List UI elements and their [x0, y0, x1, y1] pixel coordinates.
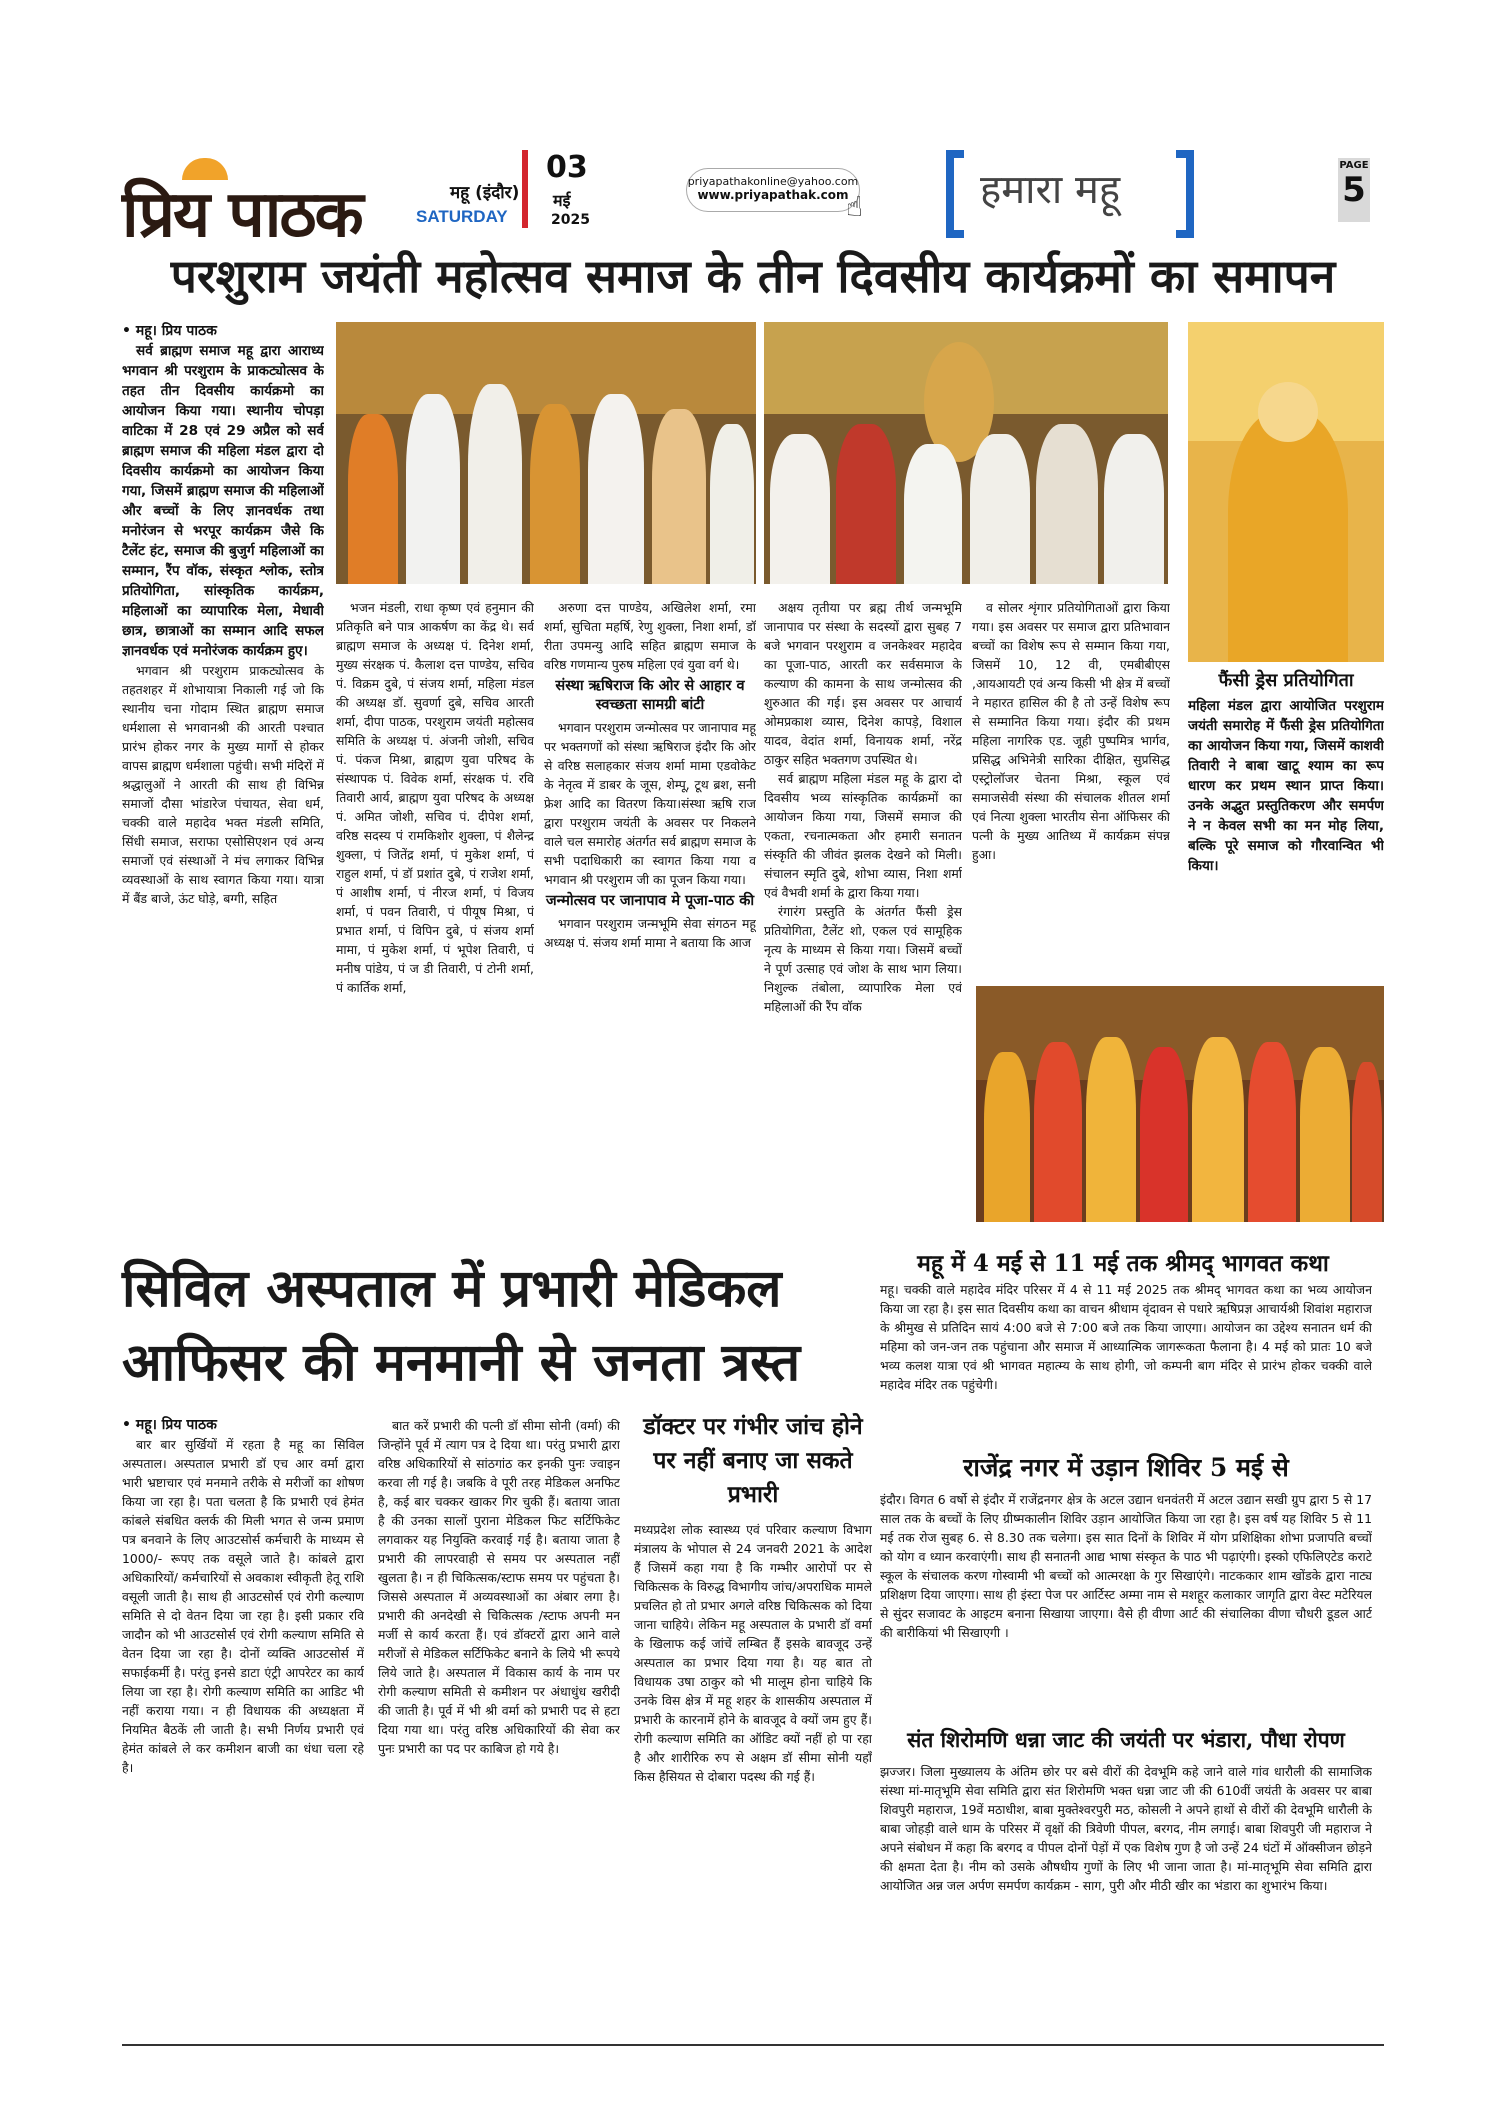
- fancy-dress-title: फैंसी ड्रेस प्रतियोगिता: [1218, 670, 1354, 691]
- article1-headline: परशुराम जयंती महोत्सव समाज के तीन दिवसीय कार्यक्रमों का समापन: [170, 249, 1336, 303]
- pointing-hand-icon: ☝: [846, 190, 864, 223]
- article1-col5: [972, 598, 1170, 978]
- article1-col1-body: भगवान श्री परशुराम प्राकट्योत्सव के तहतशहर में शोभायात्रा निकाली गई जो कि स्थानीय चना गोदाम स्थित ब्राह्मण समाज धर्मशाला से भगवानश्री की आरती पश्चात प्रारंभ होकर नगर के मुख्य मार्गो से होकर वापस ब्राह्मण धर्मशाला पहुंची। सभी मंदिरों में श्रद्धालुओं ने आरती की साथ ही विभिन्न समाजों दौसा भांडारेज पंचायत, सेवा धर्म, चक्की वाले महादेव भक्त मंडली समिति, सिंधी समाज, सराफा एसोसिएशन एवं अन्य समाजों एवं संस्थाओं ने मंच लगाकर विभिन्न व्यवस्थाओं के साथ स्वागत किया गया। यात्रा में बैंड बाजे, ऊंट घोड़े, बग्गी, सहित: [122, 663, 324, 906]
- masthead-day: SATURDAY: [416, 207, 508, 226]
- article5-headline: संत शिरोमणि धन्ना जाट की जयंती पर भंडारा, पौधा रोपण: [907, 1727, 1345, 1752]
- date-divider: [522, 150, 528, 228]
- article1-col4-body3: रंगारंग प्रस्तुति के अंतर्गत फैंसी ड्रेस प्रतियोगिता, टैलेंट शो, एकल एवं सामूहिक नृत्य के माध्यम से किया गया। जिसमें बच्चों ने पूर्ण उत्साह एवं जोश के साथ भाग लिया। निशुल्क तंबोला, व्यापारिक मेला एवं महिलाओं की रैंप वॉक: [764, 904, 962, 1014]
- article1-byline: • महू। प्रिय पाठक: [122, 323, 217, 339]
- article1-col3-body3: भगवान परशुराम जन्मभूमि सेवा संगठन महू अध्यक्ष पं. संजय शर्मा मामा ने बताया कि आज: [544, 916, 756, 950]
- article4-headline: राजेंद्र नगर में उड़ान शिविर 5 मई से: [963, 1453, 1289, 1482]
- article2-col3: [634, 1410, 872, 1990]
- article2-col2-body: बात करें प्रभारी की पत्नी डॉ सीमा सोनी (वर्मा) की जिन्होंने पूर्व में त्याग पत्र दे दिया था। परंतु प्रभारी द्वारा वरिष्ठ अधिकारियों से सांठगांठ कर इनकी पुनः ज्वाइन करवा ली गई है। जबकि वे पूरी तरह मेडिकल अनफिट है, कई बार चक्कर खाकर गिर चुकी हैं। बताया जाता है की उनका सालों पुराना मेडिकल फिट सर्टिफिकेट लगवाकर यह नियुक्ति करवाई गई है। बताया जाता है प्रभारी की लापरवाही से समय पर अस्पताल नहीं खुलता है। न ही चिकित्सक/स्टाफ समय पर पहुंचता है। जिससे अस्पताल में अव्यवस्थाओं का अंबार लगा है। प्रभारी की अनदेखी से चिकित्सक /स्टाफ अपनी मन मर्जी से कार्य करता हैं। एवं डॉक्टरों द्वारा आने वाले मरीजों से मेडिकल सर्टिफिकेट बनाने के लिये भी रूपये लिये जाते है। अस्पताल में विकास कार्य के नाम पर रोगी कल्याण समिती से कमीशन पर अंधाधुंध खरीदी की जाती है। पूर्व में भी श्री वर्मा को प्रभारी पद से हटा दिया गया था। परंतु वरिष्ठ अधिकारियों की सेवा कर पुनः प्रभारी का पद पर काबिज हो गये है।: [378, 1418, 620, 1756]
- date-day-number: 03: [546, 150, 588, 185]
- masthead-place: महू (इंदौर): [450, 183, 520, 203]
- article3-body: महू। चक्की वाले महादेव मंदिर परिसर में 4 से 11 मई 2025 तक श्रीमद् भागवत कथा का भव्य आयोजन किया जा रहा है। इस सात दिवसीय कथा का वाचन श्रीधाम वृंदावन से पधारे ऋषिप्रज्ञ आचार्यश्री शिवांश महाराज के श्रीमुख से प्रतिदिन सायं 4:00 बजे से 7:00 बजे तक किया जाएगा। आयोजन का उद्देश्य सनातन धर्म की महिमा को जन-जन तक पहुंचाना और समाज में आध्यात्मिक जागरूकता फैलाना है। 4 मई को प्रातः 10 बजे भव्य कलश यात्रा एवं श्री भागवत महात्म्य के साथ होगी, जो कम्पनी बाग मंदिर से प्रारंभ होकर चक्की वाले महादेव मंदिर तक पहुंचेगी।: [880, 1282, 1372, 1392]
- photo-procession: [764, 322, 1168, 584]
- article1-col5-body: व सोलर शृंगार प्रतियोगिताओं द्वारा किया गया। इस अवसर पर समाज द्वारा प्रतिभावान बच्चों का विशेष रूप से सम्मान किया गया, जिसमें 10, 12 वी, एमबीबीएस ,आयआयटी एवं अन्य किसी भी क्षेत्र में बच्चों ने महारत हासिल की है तो उन्हें विशेष रूप से सम्मानित किया गया। इंदौर की प्रथम महिला नागरिक एड. जूही पुष्पमित्र भार्गव, प्रसिद्ध अभिनेत्री सारिका दीक्षित, सुप्रसिद्ध एस्ट्रोलॉजर चेतना मिश्रा, स्कूल एवं समाजसेवी संस्था की संचालक शीतल शर्मा एवं नित्या शुक्ला भारतीय सेना ऑफिसर की पत्नी के मुख्य आतिथ्य में कार्यक्रम संपन्न हुआ।: [972, 600, 1170, 862]
- photo-gathering-men: [336, 322, 756, 584]
- article2-byline: • महू। प्रिय पाठक: [122, 1417, 217, 1433]
- article2-col1-body: बार बार सुर्खियों में रहता है महू का सिविल अस्पताल। अस्पताल प्रभारी डॉ एच आर वर्मा द्वारा भारी भ्रष्टाचार एवं मनमाने तरीके से मरीजों का शोषण किया जा रहा है। पता चलता है कि प्रभारी एवं हेमंत कांबले संबधित क्लर्क की मिली भगत से जन्म प्रमाण पत्र बनवाने के लिए आउटसोर्स कर्मचारी के माध्यम से 1000/- रूपए तक वसूले जाते है। कांबले द्वारा अधिकारियों/ कर्मचारियों से अवकाश स्वीकृती हेतू राशि वसूली जाती है। साथ ही आउटसोर्स एवं रोगी कल्याण समिति से दो वेतन दिया जा रहा है। इसी प्रकार रवि जादौन को भी आउटसोर्स एवं रोगी कल्याण समिति से वेतन दिया जा रहा है। दोनों व्यक्ति आउटसोर्स में सफाईकर्मी है। परंतु इनसे डाटा एंट्री आपरेटर का कार्य लिया जा रहा है। रोगी कल्याण समिति का आडिट भी नहीं कराया गया। न ही विधायक की अध्यक्षता में नियमित बैठकें ली जाती है। सभी निर्णय प्रभारी एवं हेमंत कांबले ले कर कमीशन बाजी का धंधा चला रहे है।: [122, 1437, 364, 1775]
- date-year: 2025: [551, 212, 590, 228]
- date-month: मई: [553, 191, 571, 210]
- article1-col4-body: अक्षय तृतीया पर ब्रह्म तीर्थ जन्मभूमि जानापाव पर संस्था के सदस्यों द्वारा सुबह 7 बजे भगवान परशुराम व जनकेश्वर महादेव का पूजा-पाठ, आरती कर सर्वसमाज के कल्याण की कामना के साथ जन्मोत्सव की शुरुआत की गई। इस अवसर पर आचार्य ओमप्रकाश व्यास, दिनेश कापड़े, विशाल यादव, वेदांत शर्मा, विनायक शर्मा, नरेंद्र ठाकुर सहित भक्तगण उपस्थित थे।: [764, 600, 962, 767]
- article1-col3-body: अरुणा दत्त पाण्डेय, अखिलेश शर्मा, रमा शर्मा, सुचिता महर्षि, रेणु शुक्ला, निशा शर्मा, डॉ रीता उपमन्यु आदि सहित ब्राह्मण समाज के वरिष्ठ गणमान्य पुरुष महिला एवं युवा वर्ग थे।: [544, 600, 756, 672]
- article5-body: झज्जर। जिला मुख्यालय के अंतिम छोर पर बसे वीरों की देवभूमि कहे जाने वाले गांव धारौली की सामाजिक संस्था मां-मातृभूमि सेवा समिति द्वारा संत शिरोमणि भक्त धन्ना जाट जी की 610वीं जयंती के अवसर पर बाबा शिवपुरी महाराज, 19वें मठाधीश, बाबा मुक्तेश्वरपुरी मठ, कोसली ने अपने हाथों से वीरों की देवभूमि धारौली के बाबा जोहड़ी वाले धाम के परिसर में वृक्षों की त्रिवेणी पीपल, बरगद, नीम लगाई। बाबा शिवपुरी जी महाराज ने अपने संबोधन में कहा कि बरगद व पीपल दोनों पेड़ों में एक विशेष गुण है जो उन्हें 24 घंटों में ऑक्सीजन छोड़ने की क्षमता देता है। नीम को उसके औषधीय गुणों के लिए भी जाना जाता है। मां-मातृभूमि सेवा समिति द्वारा आयोजित अन्न जल अर्पण समर्पण कार्यक्रम - साग, पुरी और मीठी खीर का भंडारा का शुभारंभ किया।: [880, 1764, 1372, 1893]
- contact-box: [686, 168, 860, 212]
- contact-website[interactable]: www.priyapathak.com: [697, 188, 849, 202]
- page-label: PAGE: [1339, 160, 1369, 171]
- page-number: 5: [1342, 170, 1366, 210]
- article2-col1: [122, 1416, 364, 2036]
- fancy-dress-body: महिला मंडल द्वारा आयोजित परशुराम जयंती समारोह में फैंसी ड्रेस प्रतियोगिता का आयोजन किया गया, जिसमें काशवी तिवारी ने बाबा खाटू श्याम का रूप धारण कर प्रथम स्थान प्राप्त किया। उनके अद्भुत प्रस्तुतिकरण और समर्पण ने न केवल सभी का मन मोह लिया, बल्कि पूरे समाज को गौरवान्वित भी किया।: [1188, 698, 1384, 874]
- article1-col3-subhead1: संस्था ऋषिराज कि ओर से आहार व स्वच्छता सामग्री बांटी: [555, 678, 745, 713]
- article1-col4-body2: सर्व ब्राह्मण महिला मंडल महू के द्वारा दो दिवसीय भव्य सांस्कृतिक कार्यक्रमों का आयोजन किया गया, जिसमें समाज की एकता, रचनात्मकता और हमारी सनातन संस्कृति की जीवंत झलक देखने को मिली। संचालन स्मृति दुबे, शोभा व्यास, निशा शर्मा एवं वैभवी शर्मा के द्वारा किया गया।: [764, 771, 962, 900]
- article2-subhead: डॉक्टर पर गंभीर जांच होने पर नहीं बनाए जा सकते प्रभारी: [643, 1413, 863, 1508]
- bottom-rule: [122, 2044, 1384, 2046]
- masthead-logo: प्रिय पाठक: [122, 177, 362, 252]
- contact-email[interactable]: priyapathakonline@yahoo.com: [687, 175, 859, 188]
- photo-fancy-dress-child: [1188, 322, 1384, 662]
- fancy-dress-box: [1188, 668, 1384, 996]
- article1-col4: [764, 598, 962, 1232]
- article1-lead: सर्व ब्राह्मण समाज महू द्वारा आराध्य भगवान श्री परशुराम के प्राकट्योत्सव के तहत तीन दिवसीय कार्यक्रमो का आयोजन किया गया। स्थानीय चोपड़ा वाटिका में 28 एवं 29 अप्रैल को सर्व ब्राह्मण समाज की महिला मंडल द्वारा दो दिवसीय कार्यक्रमो का आयोजन किया गया, जिसमें ब्राह्मण समाज की महिलाओं और बच्चों के लिए ज्ञानवर्धक तथा मनोरंजन से भरपूर कार्यक्रम जैसे कि टैलेंट हंट, समाज की बुजुर्ग महिलाओं का सम्मान, रैंप वॉक, संस्कृत श्लोक, स्तोत्र प्रतियोगिता, सांस्कृतिक कार्यक्रम, महिलाओं का व्यापारिक मेला, मेधावी छात्र, छात्राओं का सम्मान आदि सफल ज्ञानवर्धक एवं मनोरंजक कार्यक्रम हुए।: [122, 343, 324, 659]
- section-title-box: [946, 150, 1194, 226]
- article2-headline: सिविल अस्पताल में प्रभारी मेडिकल आफिसर की मनमानी से जनता त्रस्त: [122, 1258, 801, 1393]
- photo-women-group: [976, 986, 1384, 1222]
- article1-col3-body2: भगवान परशुराम जन्मोत्सव पर जानापाव महू पर भक्तगणों को संस्था ऋषिराज इंदौर कि ओर से वरिष्ठ सलाहकार संजय शर्मा मामा एडवोकेट के नेतृत्व में डाबर के जूस, शेम्पू, टूथ ब्रश, सनी फ्रेश आदि का वितरण किया।संस्था ऋषि राज द्वारा परशुराम जयंती के अवसर पर निकलने वाले चल समारोह अंतर्गत सर्व ब्राह्मण समाज के सभी पदाधिकारी का स्वागत किया गया व भगवान श्री परशुराम जी का पूजन किया गया।: [544, 720, 756, 887]
- left-bracket: [946, 150, 964, 238]
- article4-body: इंदौर। विगत 6 वर्षो से इंदौर में राजेंद्रनगर क्षेत्र के अटल उद्यान धनवंतरी में अटल उद्यान सखी ग्रुप द्वारा 5 से 17 साल तक के बच्चों के लिए ग्रीष्मकालीन शिविर उड़ान आयोजित किया जा रहा है। इस वर्ष यह शिविर 5 से 11 मई तक रोज सुबह 6. से 8.30 तक चलेगा। इस सात दिनों के शिविर में योग प्रशिक्षिका शोभा प्रजापति बच्चों को योग व ध्यान करवाएंगी। साथ ही सनातनी आद्य भाषा संस्कृत के पाठ भी पढ़ाएंगी। इस्को एफिलिएटेड कराटे स्कूल के संचालक करण गोस्वामी भी बच्चों को आत्मरक्षा के गुर सिखाएंगे। नाटककार शाम खोंडके द्वारा नाट्य प्रशिक्षण दिया जाएगा। साथ ही इंस्टा पेज पर आर्टिस्ट अम्मा नाम से मशहूर कलाकार जागृति द्वारा वेस्ट मटेरियल से सुंदर सजावट के आइटम बनाना सिखाया जाएगा। वैसे ही वीणा आर्ट की संचालिका वीणा चौधरी डूडल आर्ट की बारीकियां भी सिखाएगी ।: [880, 1492, 1372, 1640]
- article3-headline: महू में 4 मई से 11 मई तक श्रीमद् भागवत कथा: [917, 1250, 1329, 1277]
- article2-col3-body: मध्यप्रदेश लोक स्वास्थ्य एवं परिवार कल्याण विभाग मंत्रालय के भोपाल से 24 जनवरी 2021 के आदेश हैं जिसमें कहा गया है कि गम्भीर आरोपों पर से चिकित्सक के विरुद्ध विभागीय जांच/अपराधिक मामले प्रचलित हो तो प्रभार अगले वरिष्ठ चिकित्सक को दिया जाना चाहिये। लेकिन महू अस्पताल के प्रभारी डॉ वर्मा के खिलाफ कई जांचें लम्बित हैं इसके बावजूद उन्हें अस्पताल का प्रभार दिया गया है। यह बात तो विधायक उषा ठाकुर को भी मालूम होना चाहिये कि उनके विस क्षेत्र में महू शहर के शासकीय अस्पताल में प्रभारी के कारनामें होने के बावजूद वे क्यों जम हुए हैं। रोगी कल्याण समिति का ऑडिट क्यों नहीं हो पा रहा है और शारीरिक रुप से अक्षम डॉ सीमा सोनी यहाँ किस हैसियत से दोबारा पदस्थ की गई हैं।: [634, 1522, 872, 1784]
- article1-col2: [336, 598, 534, 1232]
- article1-col3-subhead2: जन्मोत्सव पर जानापाव मे पूजा-पाठ की: [545, 893, 755, 909]
- article1-col3: [544, 598, 756, 1232]
- right-bracket: [1176, 150, 1194, 238]
- article2-col2: [378, 1416, 620, 2036]
- section-title: हमारा महू: [980, 167, 1121, 213]
- article1-col1: [122, 322, 324, 1232]
- article1-col2-body: भजन मंडली, राधा कृष्ण एवं हनुमान की प्रतिकृति बने पात्र आकर्षण का केंद्र थे। सर्व ब्राह्मण समाज के अध्यक्ष पं. दिनेश शर्मा, मुख्य संरक्षक पं. कैलाश दत्त पाण्डेय, सचिव पं. विक्रम दुबे, पं संजय शर्मा, महिला मंडल की अध्यक्ष डॉ. सुवर्णा दुबे, सचिव आरती शर्मा, दीपा पाठक, परशुराम जयंती महोत्सव समिति के अध्यक्ष पं. अंजनी जोशी, सचिव पं. पंकज मिश्रा, ब्राह्मण युवा परिषद के संस्थापक पं. विवेक शर्मा, संरक्षक पं. रवि तिवारी आर्य, ब्राह्मण युवा परिषद के अध्यक्ष पं. अमित जोशी, सचिव पं. दीपेश शर्मा, वरिष्ठ सदस्य पं रामकिशोर शुक्ला, पं शैलेन्द्र शुक्ला, पं जितेंद्र शर्मा, पं मुकेश शर्मा, पं राहुल शर्मा, पं डॉ प्रशांत दुबे, पं राजेश शर्मा, पं आशीष शर्मा, पं नीरज शर्मा, पं विजय शर्मा, पं पवन तिवारी, पं पीयूष मिश्रा, पं प्रभात शर्मा, पं विपिन दुबे, पं संजय शर्मा मामा, पं मुकेश शर्मा, पं भूपेश तिवारी, पं मनीष पांडेय, पं ज डी तिवारी, पं टोनी शर्मा, पं कार्तिक शर्मा,: [336, 600, 534, 995]
- page-number-tag: [1338, 158, 1370, 222]
